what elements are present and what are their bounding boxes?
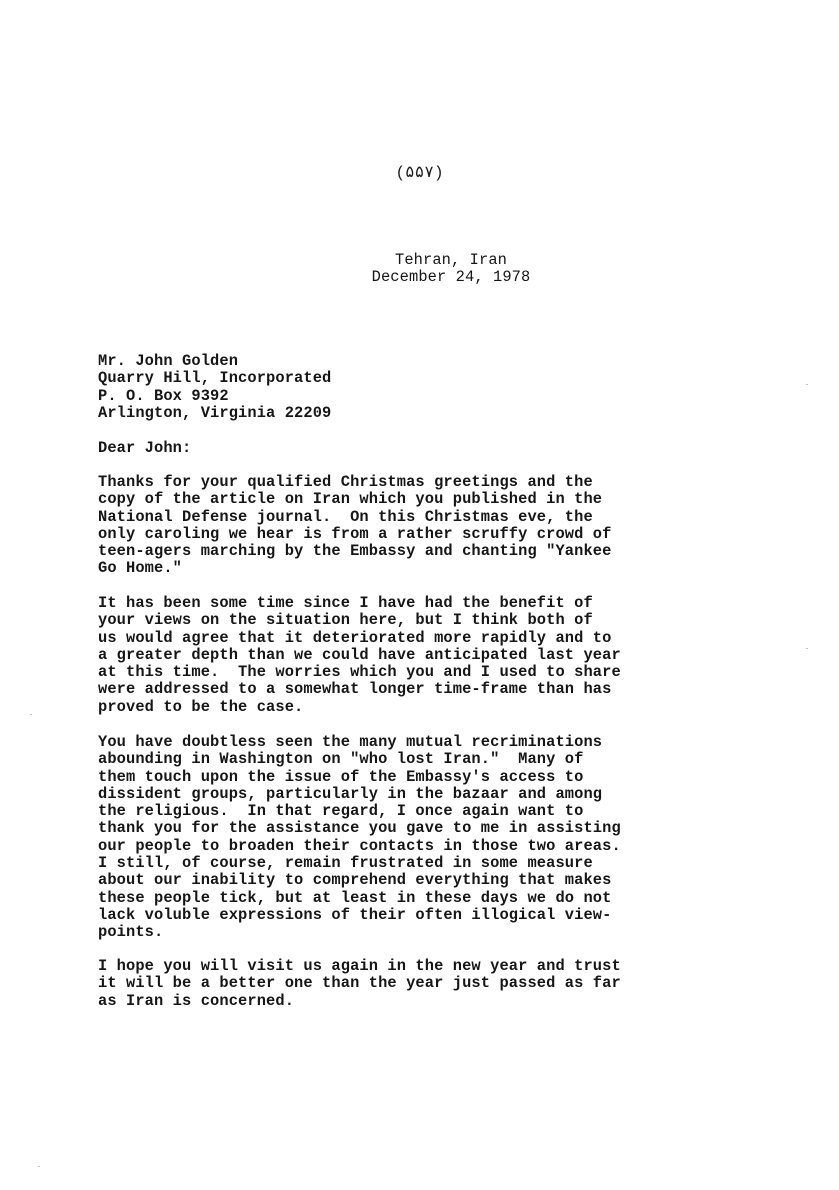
paragraph-line: as Iran is concerned. <box>98 991 295 1010</box>
recipient-address <box>98 353 331 422</box>
dateline-date: December 24, 1978 <box>371 268 531 287</box>
scan-speck <box>30 714 32 715</box>
paragraph-line: about our inability to comprehend everything that makes <box>98 871 612 890</box>
paragraph-line: abounding in Washington on "who lost Iran." Many of <box>98 750 584 769</box>
body-paragraph-2 <box>98 595 621 716</box>
paragraph-line: proved to be the case. <box>98 697 304 716</box>
paragraph-line: were addressed to a somewhat longer time-frame than has <box>98 680 612 699</box>
paragraph-line: only caroling we hear is from a rather scruffy crowd of <box>98 524 612 543</box>
paragraph-line: our people to broaden their contacts in those two areas. <box>98 836 621 855</box>
paragraph-line: Thanks for your qualified Christmas greetings and the <box>98 473 593 491</box>
dateline <box>321 252 581 287</box>
paragraph-line: a greater depth than we could have anticipated last year <box>98 645 621 664</box>
paragraph-line: teen-agers marching by the Embassy and chanting "Yankee <box>98 542 612 561</box>
scan-speck <box>38 1166 40 1167</box>
paragraph-line: You have doubtless seen the many mutual recriminations <box>98 733 603 751</box>
paragraph-line: I still, of course, remain frustrated in some measure <box>98 854 593 873</box>
body-paragraph-1 <box>98 474 611 578</box>
dateline-place: Tehran, Iran <box>394 251 508 269</box>
paragraph-line: the religious. In that regard, I once again want to <box>98 802 584 821</box>
paragraph-line: copy of the article on Iran which you published in the <box>98 490 603 509</box>
body-paragraph-4 <box>98 958 621 1010</box>
paragraph-line: National Defense journal. On this Christmas eve, the <box>98 507 593 526</box>
paragraph-line: us would agree that it deteriorated more rapidly and to <box>98 628 612 647</box>
scan-speck <box>806 648 808 649</box>
paragraph-line: your views on the situation here, but I think both of <box>98 611 593 630</box>
salutation-text: Dear John: <box>98 439 192 457</box>
paragraph-line: points. <box>98 923 164 942</box>
page-number: (۵۵۷) <box>395 164 444 182</box>
recipient-name: Mr. John Golden <box>98 352 239 370</box>
recipient-city: Arlington, Virginia 22209 <box>98 403 332 422</box>
salutation <box>98 440 191 457</box>
paragraph-line: them touch upon the issue of the Embassy's access to <box>98 767 584 786</box>
paragraph-line: these people tick, but at least in these days we do not <box>98 888 612 907</box>
paragraph-line: I hope you will visit us again in the new year and trust <box>98 957 621 975</box>
paragraph-line: it will be a better one than the year just passed as far <box>98 974 621 993</box>
body-paragraph-3 <box>98 734 621 942</box>
paragraph-line: dissident groups, particularly in the bazaar and among <box>98 784 603 803</box>
paragraph-line: Go Home." <box>98 559 183 578</box>
paragraph-line: It has been some time since I have had the benefit of <box>98 594 593 612</box>
paragraph-line: lack voluble expressions of their often illogical view- <box>98 905 612 924</box>
paragraph-line: thank you for the assistance you gave to me in assisting <box>98 819 621 838</box>
paragraph-line: at this time. The worries which you and I used to share <box>98 663 621 682</box>
scan-speck <box>806 384 808 385</box>
recipient-company: Quarry Hill, Incorporated <box>98 369 332 388</box>
recipient-po-box: P. O. Box 9392 <box>98 386 229 405</box>
